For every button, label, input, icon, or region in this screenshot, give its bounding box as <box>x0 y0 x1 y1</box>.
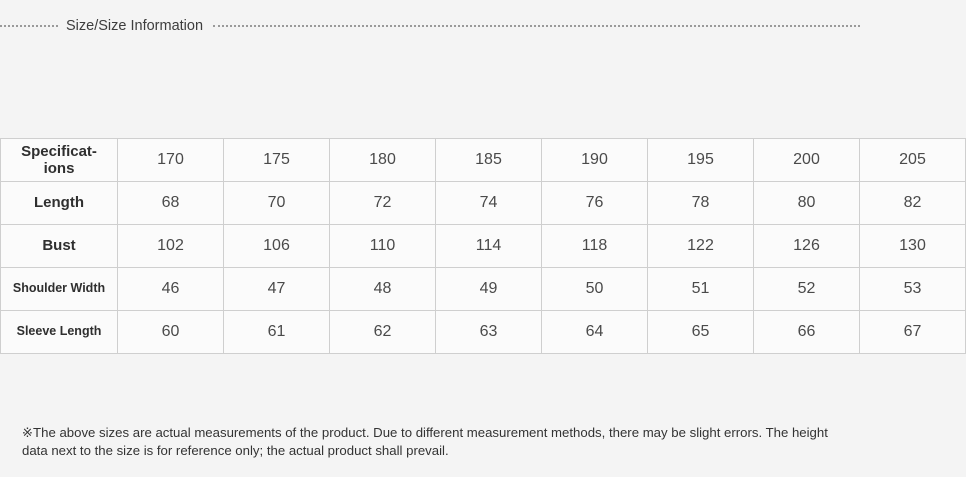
table-cell: 185 <box>436 139 542 182</box>
page-title: Size/Size Information <box>66 18 204 34</box>
header-dotted-rule-right <box>213 25 860 28</box>
table-row <box>1 268 966 311</box>
table-row <box>1 182 966 225</box>
table-cell: 122 <box>648 225 754 268</box>
table-cell: 52 <box>754 268 860 311</box>
row-header-shoulder-width: Shoulder Width <box>1 268 118 311</box>
table-cell: 62 <box>330 311 436 354</box>
row-header-specifications: Specificat- ions <box>1 139 118 182</box>
table-cell: 110 <box>330 225 436 268</box>
table-row <box>1 139 966 182</box>
table-cell: 67 <box>860 311 966 354</box>
table-cell: 65 <box>648 311 754 354</box>
size-information-table <box>0 138 966 354</box>
table-cell: 114 <box>436 225 542 268</box>
table-cell: 190 <box>542 139 648 182</box>
row-header-bust: Bust <box>1 225 118 268</box>
table-cell: 66 <box>754 311 860 354</box>
size-disclaimer-note: ※The above sizes are actual measurements of the product. Due to different measurement methods, there may be slight errors. The height data next to the size is for reference only; the actual product shall prevail. <box>22 425 828 458</box>
table-cell: 53 <box>860 268 966 311</box>
size-table-container <box>0 138 926 354</box>
table-cell: 70 <box>224 182 330 225</box>
table-cell: 72 <box>330 182 436 225</box>
table-cell: 200 <box>754 139 860 182</box>
table-cell: 82 <box>860 182 966 225</box>
table-cell: 68 <box>118 182 224 225</box>
table-cell: 205 <box>860 139 966 182</box>
table-cell: 76 <box>542 182 648 225</box>
table-cell: 180 <box>330 139 436 182</box>
table-cell: 78 <box>648 182 754 225</box>
table-cell: 126 <box>754 225 860 268</box>
table-cell: 60 <box>118 311 224 354</box>
table-cell: 49 <box>436 268 542 311</box>
table-cell: 63 <box>436 311 542 354</box>
table-cell: 102 <box>118 225 224 268</box>
table-cell: 64 <box>542 311 648 354</box>
table-cell: 175 <box>224 139 330 182</box>
table-cell: 118 <box>542 225 648 268</box>
table-cell: 48 <box>330 268 436 311</box>
table-cell: 80 <box>754 182 860 225</box>
table-cell: 61 <box>224 311 330 354</box>
table-cell: 74 <box>436 182 542 225</box>
row-header-sleeve-length: Sleeve Length <box>1 311 118 354</box>
table-cell: 46 <box>118 268 224 311</box>
table-cell: 195 <box>648 139 754 182</box>
section-header <box>0 16 860 36</box>
table-cell: 106 <box>224 225 330 268</box>
table-cell: 130 <box>860 225 966 268</box>
table-cell: 170 <box>118 139 224 182</box>
table-cell: 50 <box>542 268 648 311</box>
table-cell: 51 <box>648 268 754 311</box>
table-row <box>1 225 966 268</box>
table-cell: 47 <box>224 268 330 311</box>
table-row <box>1 311 966 354</box>
row-header-length: Length <box>1 182 118 225</box>
header-dotted-rule-left <box>0 25 58 28</box>
